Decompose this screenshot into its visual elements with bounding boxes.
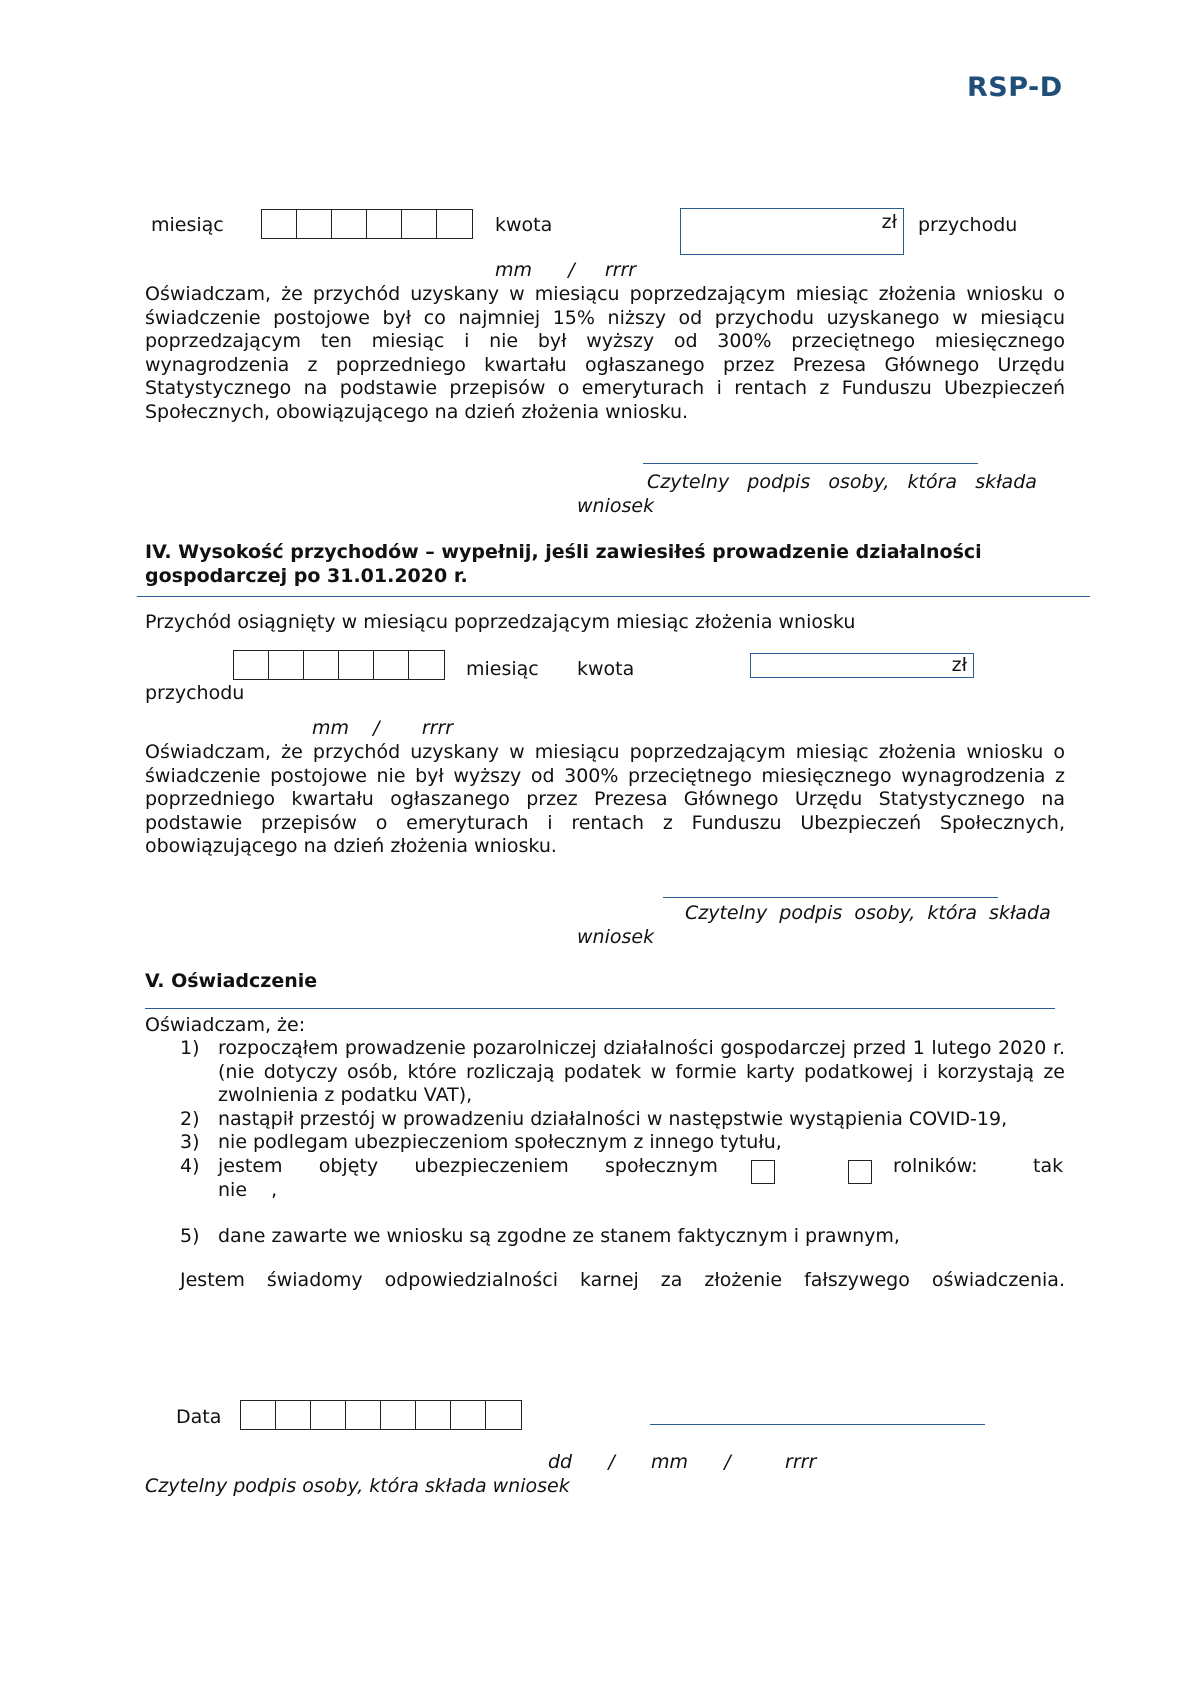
list-number: 5) <box>180 1225 200 1247</box>
signature-caption-cont: wniosek <box>577 926 655 948</box>
signature-line[interactable] <box>650 1424 985 1425</box>
amount-input[interactable] <box>680 208 904 255</box>
section-divider <box>145 1008 1055 1009</box>
list-item <box>180 1155 1065 1203</box>
list-item <box>180 1037 1065 1109</box>
digit-box[interactable] <box>269 651 304 679</box>
list-text: rozpocząłem prowadzenie pozarolniczej działalności gospodarczej przed 1 lutego 2020 r. (nie dotyczy osób, które rozliczają podatek w formie karty podatkowej i korzystają ze zwolnienia z podatku VAT), <box>218 1037 1065 1106</box>
digit-box[interactable] <box>409 651 444 679</box>
currency-label: zł <box>881 211 897 233</box>
section4-heading: IV. Wysokość przychodów – wypełnij, jeśli zawiesiłeś prowadzenie działalności gospodarczej po 31.01.2020 r. <box>145 541 982 587</box>
list-number: 3) <box>180 1131 200 1153</box>
month-input-boxes[interactable] <box>261 209 473 239</box>
list-number: 2) <box>180 1108 200 1130</box>
no-option-label: nie , <box>218 1179 278 1201</box>
signature-caption-cont: wniosek <box>577 495 655 517</box>
currency-label: zł <box>951 654 967 676</box>
section-divider <box>137 596 1090 597</box>
list-number: 4) <box>180 1155 200 1177</box>
yes-option-label: tak <box>1033 1155 1064 1177</box>
yes-checkbox[interactable] <box>751 1160 775 1184</box>
digit-box[interactable] <box>241 1401 276 1429</box>
amount-label: kwota <box>495 214 553 236</box>
list-text: dane zawarte we wniosku są zgodne ze stanem faktycznym i prawnym, <box>218 1225 900 1247</box>
digit-box[interactable] <box>451 1401 486 1429</box>
digit-box[interactable] <box>311 1401 346 1429</box>
digit-box[interactable] <box>332 210 367 238</box>
signature-caption: Czytelny podpis osoby, która składa wniosek <box>145 1475 570 1497</box>
digit-box[interactable] <box>416 1401 451 1429</box>
section4-statement: Oświadczam, że przychód uzyskany w miesiącu poprzedzającym miesiąc złożenia wniosku o świadczenie postojowe nie był wyższy od 300% przeciętnego miesięcznego wynagrodzenia z poprzedniego kwartału ogłaszanego przez Prezesa Głównego Urzędu Statystycznego na podstawie przepisów o emeryturach i rentach z Funduszu Ubezpieczeń Społecznych, obowiązującego na dzień złożenia wniosku. <box>145 741 1065 857</box>
amount-label: kwota <box>577 658 635 680</box>
income-label: przychodu <box>918 214 1018 236</box>
date-input-boxes[interactable] <box>240 1400 522 1430</box>
digit-box[interactable] <box>346 1401 381 1429</box>
list-text: nastąpił przestój w prowadzeniu działalności w następstwie wystąpienia COVID-19, <box>218 1108 1008 1130</box>
digit-box[interactable] <box>486 1401 521 1429</box>
digit-box[interactable] <box>276 1401 311 1429</box>
list-item <box>180 1108 1065 1132</box>
section5-heading: V. Oświadczenie <box>145 970 318 992</box>
digit-box[interactable] <box>402 210 437 238</box>
digit-box[interactable] <box>381 1401 416 1429</box>
digit-box[interactable] <box>367 210 402 238</box>
form-code: RSP-D <box>967 72 1063 103</box>
month-input-boxes[interactable] <box>233 650 445 680</box>
list-number: 1) <box>180 1037 200 1059</box>
month-format-hint: mm / rrrr <box>312 717 454 739</box>
digit-box[interactable] <box>437 210 472 238</box>
income-label: przychodu <box>145 682 245 704</box>
digit-box[interactable] <box>374 651 409 679</box>
section5-intro: Oświadczam, że: <box>145 1014 306 1036</box>
signature-caption: Czytelny podpis osoby, która składa <box>647 471 1037 493</box>
month-label: miesiąc <box>151 214 224 236</box>
month-label: miesiąc <box>466 658 539 680</box>
section3-statement: Oświadczam, że przychód uzyskany w miesiącu poprzedzającym miesiąc złożenia wniosku o świadczenie postojowe był co najmniej 15% niższy od przychodu uzyskanego w miesiącu poprzedzającym ten miesiąc i nie był wyższy od 300% przeciętnego miesięcznego wynagrodzenia z poprzedniego kwartału ogłaszanego przez Prezesa Głównego Urzędu Statystycznego na podstawie przepisów o emeryturach i rentach z Funduszu Ubezpieczeń Społecznych, obowiązującego na dzień złożenia wniosku. <box>145 283 1065 423</box>
list-text: nie podlegam ubezpieczeniom społecznym z innego tytułu, <box>218 1131 782 1153</box>
list-text-cont: rolników: <box>893 1155 978 1177</box>
digit-box[interactable] <box>304 651 339 679</box>
digit-box[interactable] <box>262 210 297 238</box>
signature-line[interactable] <box>663 897 998 898</box>
closing-statement: Jestem świadomy odpowiedzialności karnej za złożenie fałszywego oświadczenia. <box>180 1269 1065 1291</box>
list-item <box>180 1131 1065 1155</box>
amount-input[interactable] <box>750 653 974 678</box>
signature-line[interactable] <box>643 463 978 464</box>
date-format-hint: dd / mm / rrrr <box>548 1451 817 1473</box>
list-text: jestem objęty ubezpieczeniem społecznym <box>218 1155 718 1177</box>
no-checkbox[interactable] <box>848 1160 872 1184</box>
date-label: Data <box>176 1406 222 1428</box>
digit-box[interactable] <box>297 210 332 238</box>
month-format-hint: mm / rrrr <box>495 259 637 281</box>
digit-box[interactable] <box>234 651 269 679</box>
digit-box[interactable] <box>339 651 374 679</box>
list-item <box>180 1225 1065 1249</box>
signature-caption: Czytelny podpis osoby, która składa <box>685 902 1051 924</box>
section4-intro: Przychód osiągnięty w miesiącu poprzedzającym miesiąc złożenia wniosku <box>145 611 856 633</box>
